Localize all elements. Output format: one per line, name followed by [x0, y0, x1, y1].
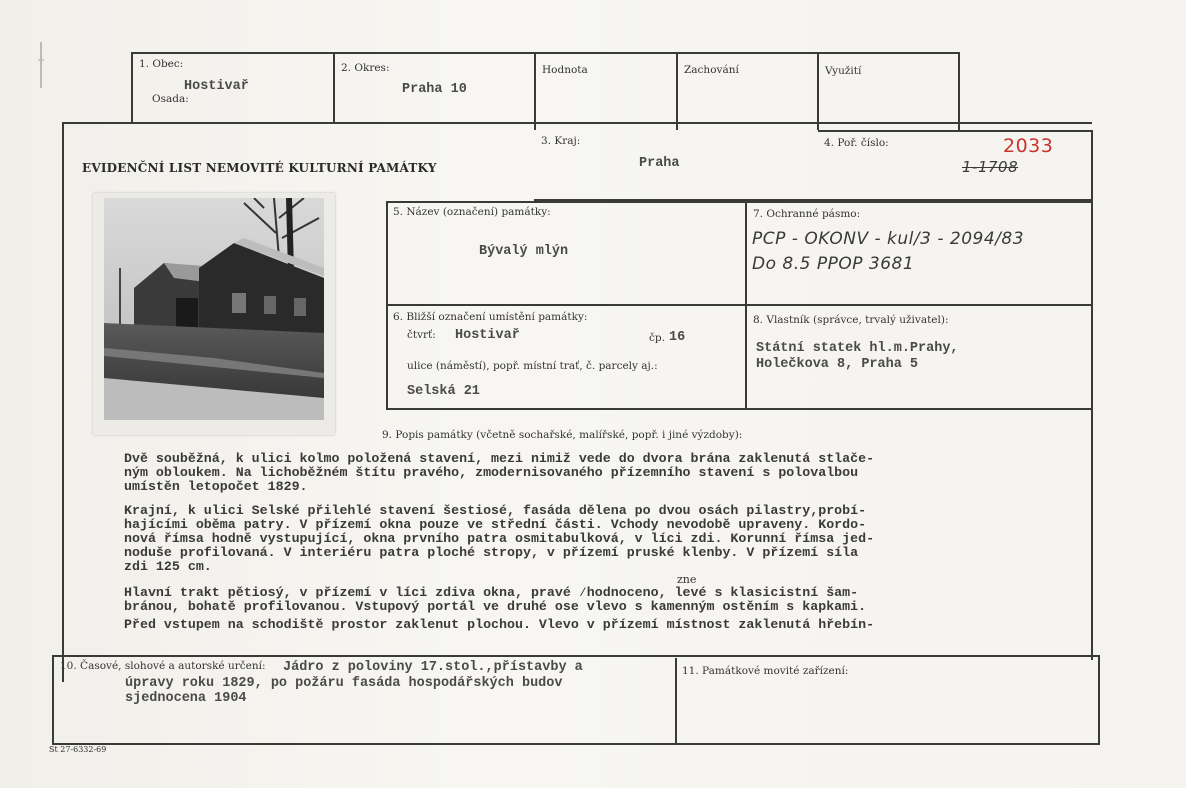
- value-por-cislo-old: 1-1708: [962, 158, 1019, 176]
- value-ulice: Selská 21: [407, 384, 480, 399]
- value-okres: Praha 10: [402, 82, 467, 97]
- value-ctvrt: Hostivař: [455, 328, 520, 343]
- label-okres: 2. Okres:: [341, 62, 390, 74]
- label-hodnota: Hodnota: [542, 64, 588, 76]
- footer-code: St 27-6332-69: [49, 745, 107, 754]
- label-vlastnik: 8. Vlastník (správce, trvalý uživatel):: [753, 314, 949, 326]
- value-casove-line3: sjednocena 1904: [125, 691, 247, 706]
- description-line: Krajní, k ulici Selské přilehlé stavení šestiosé, fasáda dělena po dvou osách pilastry,probí-: [124, 504, 867, 517]
- building-photo: [104, 198, 324, 420]
- value-vlastnik-line2: Holečkova 8, Praha 5: [756, 357, 919, 372]
- label-kraj: 3. Kraj:: [541, 135, 581, 147]
- value-casove-line1: Jádro z poloviny 17.stol.,přístavby a: [283, 660, 583, 675]
- value-ochranne-line1: PCP - OKONV - kul/3 - 2094/83: [752, 229, 1025, 249]
- label-nazev: 5. Název (označení) památky:: [393, 206, 551, 218]
- label-zachovani: Zachování: [684, 64, 739, 76]
- description-line: ným obloukem. Na lichoběžném štítu pravého, zmodernisovaného přízemního stavení s polovalbou: [124, 466, 859, 479]
- label-cp: čp.: [649, 332, 665, 344]
- description-line: hajícími oběma patry. V přízemí okna pouze ve střední části. Vchody nevodobě upraveny. Kordo-: [124, 518, 867, 531]
- staple-mark: [37, 40, 45, 90]
- description-line: umístěn letopočet 1829.: [124, 480, 308, 493]
- label-ulice: ulice (náměstí), popř. místní trať, č. parcely aj.:: [407, 360, 658, 372]
- label-vyuziti: Využití: [825, 65, 862, 77]
- label-ochranne: 7. Ochranné pásmo:: [753, 208, 861, 220]
- card-heading: EVIDENČNÍ LIST NEMOVITÉ KULTURNÍ PAMÁTKY: [82, 161, 437, 175]
- value-por-cislo: 2033: [1003, 135, 1054, 157]
- value-cp: 16: [669, 330, 686, 345]
- value-obec: Hostivař: [184, 79, 249, 94]
- label-obec: 1. Obec:: [139, 58, 184, 70]
- description-line: nová římsa hodně vystupující, okna prvního patra osmitabulková, v líci zdi. Korunní římsa jed-: [124, 532, 875, 545]
- label-osada: Osada:: [152, 93, 189, 105]
- label-ctvrt: čtvrť:: [407, 329, 436, 341]
- insert-note: zne: [677, 573, 697, 586]
- description-line: bránou, bohatě profilovanou. Vstupový portál ve druhé ose vlevo s kamenným ostěním s kapkami.: [124, 600, 867, 613]
- value-nazev: Bývalý mlýn: [479, 244, 569, 259]
- description-line: zdi 125 cm.: [124, 560, 212, 573]
- label-por-cislo: 4. Poř. číslo:: [824, 137, 889, 149]
- label-movite: 11. Památkové movité zařízení:: [682, 665, 849, 677]
- value-kraj: Praha: [639, 156, 680, 171]
- value-vlastnik-line1: Státní statek hl.m.Prahy,: [756, 341, 959, 356]
- value-casove-line2: úpravy roku 1829, po požáru fasáda hospodářských budov: [125, 676, 563, 691]
- description-line: Hlavní trakt pětiosý, v přízemí v líci zdiva okna, pravé ⁄hodnoceno, levé s klasicistní šam-: [124, 586, 859, 599]
- description-line: Před vstupem na schodiště prostor zaklenut plochou. Vlevo v přízemí místnost zaklenutá hřebín-: [124, 618, 875, 631]
- label-casove: 10. Časové, slohové a autorské určení:: [60, 660, 266, 672]
- label-blizsi: 6. Bližší označení umístění památky:: [393, 311, 588, 323]
- value-ochranne-line2: Do 8.5 PPOP 3681: [752, 254, 915, 274]
- description-line: Dvě souběžná, k ulici kolmo položená stavení, mezi nimiž vede do dvora brána zaklenutá stlače-: [124, 452, 875, 465]
- description-line: noduše profilovaná. V interiéru patra ploché stropy, v přízemí pruské klenby. V přízemí síla: [124, 546, 859, 559]
- label-popis: 9. Popis památky (včetně sochařské, malířské, popř. i jiné výzdoby):: [382, 429, 743, 441]
